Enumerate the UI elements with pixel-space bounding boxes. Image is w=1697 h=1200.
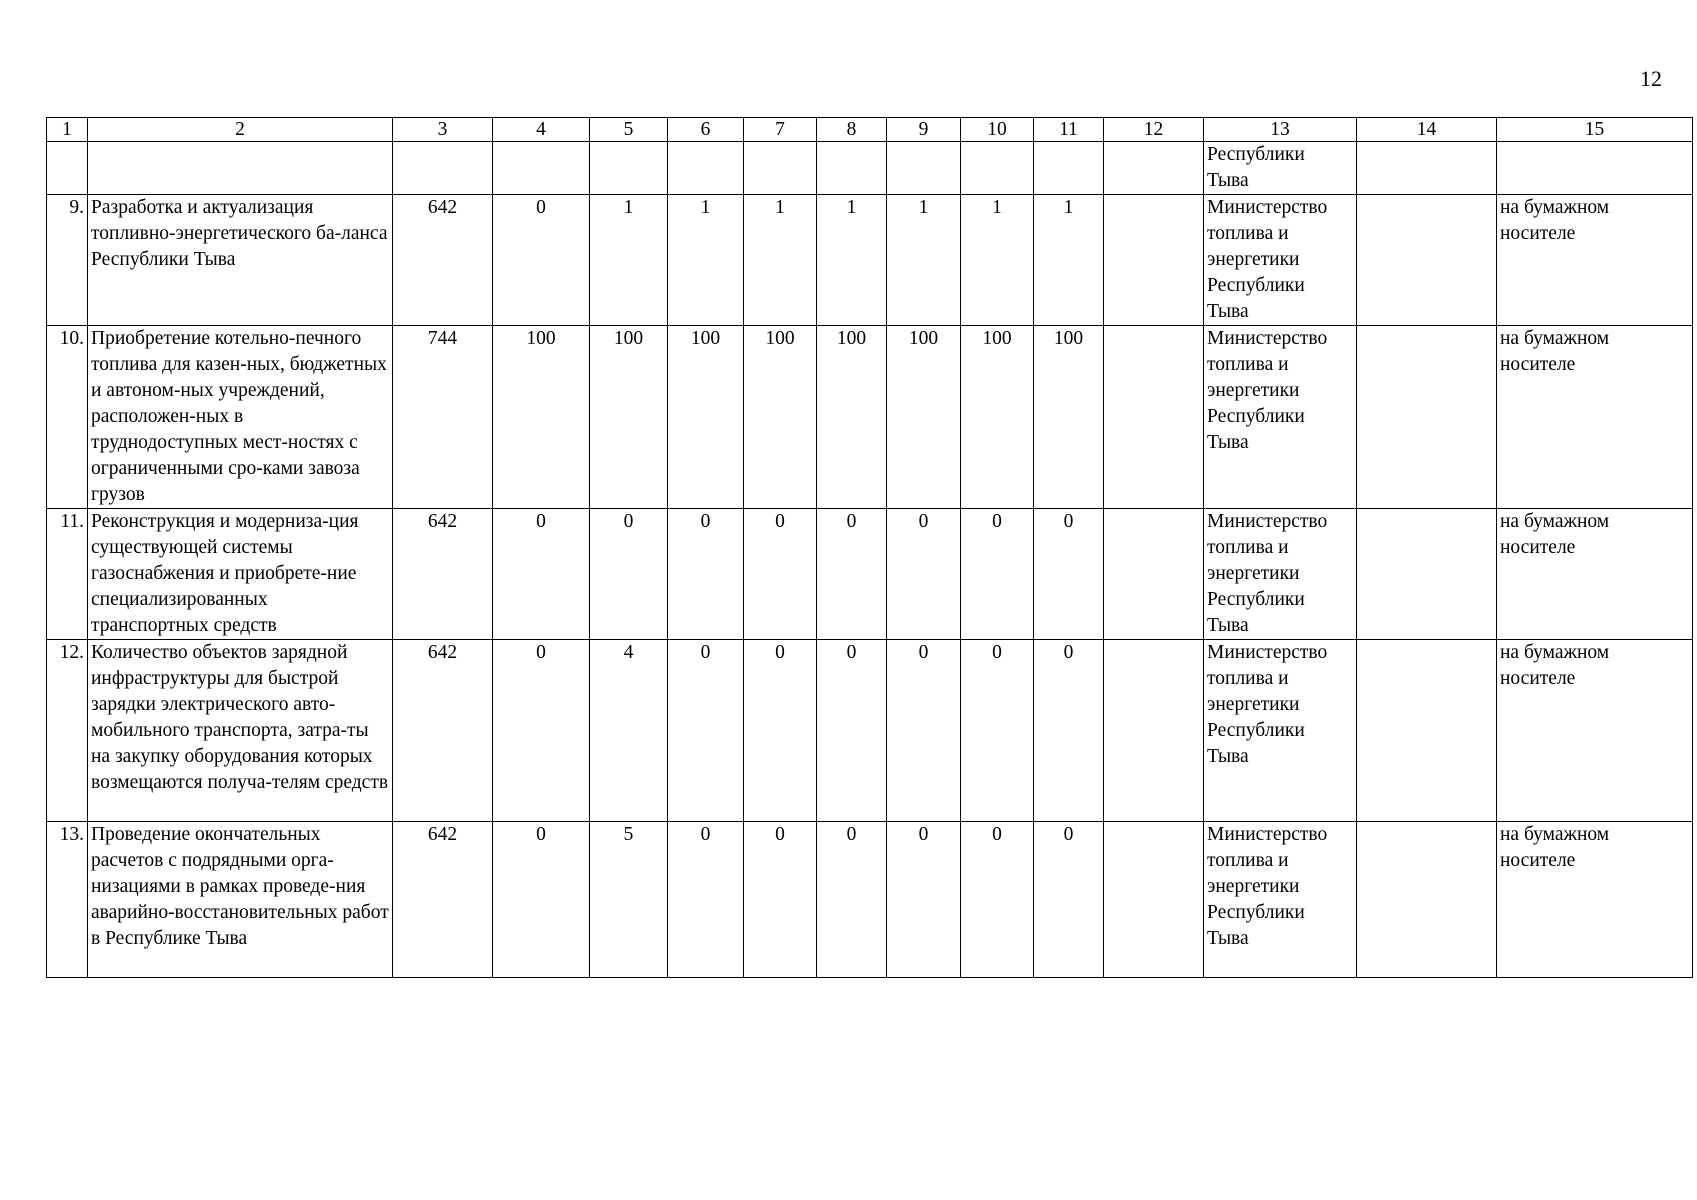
indicator-name-cell: Реконструкция и модерниза-ция существующей системы газоснабжения и приобрете-ние специализированных транспортных средств: [88, 509, 393, 640]
unit-code-cell: 642: [393, 195, 493, 326]
header-cell: 3: [393, 118, 493, 142]
table-row: [47, 195, 1693, 326]
continuation-row: [47, 142, 1693, 195]
value-cell: 0: [668, 822, 744, 978]
value-cell: 0: [668, 640, 744, 822]
value-cell: 100: [887, 326, 961, 509]
empty-cell: [1357, 640, 1497, 822]
value-cell: 0: [887, 822, 961, 978]
indicators-table: [46, 117, 1693, 978]
value-cell: 0: [1034, 822, 1104, 978]
value-cell: 0: [1034, 509, 1104, 640]
header-cell: 15: [1497, 118, 1693, 142]
value-cell: 0: [590, 509, 668, 640]
header-cell: 1: [47, 118, 88, 142]
value-cell: 100: [961, 326, 1034, 509]
value-cell: 1: [668, 195, 744, 326]
row-number-cell: 11.: [47, 509, 88, 640]
value-cell: 100: [1034, 326, 1104, 509]
empty-cell: [1357, 822, 1497, 978]
value-cell: 1: [961, 195, 1034, 326]
empty-cell: [1357, 195, 1497, 326]
responsible-cell: Министерство топлива и энергетики Республики Тыва: [1204, 326, 1357, 509]
value-cell: 1: [1034, 195, 1104, 326]
row-number-cell: 12.: [47, 640, 88, 822]
value-cell: 0: [817, 640, 887, 822]
value-cell: 0: [817, 822, 887, 978]
value-cell: 0: [961, 822, 1034, 978]
format-cell: на бумажном носителе: [1497, 195, 1693, 326]
header-cell: 10: [961, 118, 1034, 142]
value-cell: 0: [1034, 640, 1104, 822]
header-cell: 2: [88, 118, 393, 142]
value-cell: 0: [493, 640, 590, 822]
header-cell: 6: [668, 118, 744, 142]
value-cell: 0: [668, 509, 744, 640]
value-cell: 0: [493, 195, 590, 326]
indicator-name-cell: Количество объектов зарядной инфраструктуры для быстрой зарядки электрического авто-мобильного транспорта, затра-ты на закупку оборудования которых возмещаются получа-телям средств: [88, 640, 393, 822]
indicator-name-cell: Приобретение котельно-печного топлива для казен-ных, бюджетных и автоном-ных учреждений, расположен-ных в труднодоступных мест-ностях с ограниченными сро-ками завоза грузов: [88, 326, 393, 509]
indicator-name-cell: Проведение окончательных расчетов с подрядными орга-низациями в рамках проведе-ния аварийно-восстановительных работ в Республике Тыва: [88, 822, 393, 978]
value-cell: 1: [817, 195, 887, 326]
table-row: [47, 822, 1693, 978]
row-number-cell: 9.: [47, 195, 88, 326]
unit-code-cell: 642: [393, 822, 493, 978]
table-row: [47, 326, 1693, 509]
table-row: [47, 509, 1693, 640]
header-cell: 14: [1357, 118, 1497, 142]
value-cell: 5: [590, 822, 668, 978]
value-cell: 0: [744, 822, 817, 978]
header-cell: 13: [1204, 118, 1357, 142]
unit-code-cell: 642: [393, 640, 493, 822]
empty-cell: [1104, 326, 1204, 509]
header-cell: 9: [887, 118, 961, 142]
empty-cell: [1357, 326, 1497, 509]
value-cell: 0: [493, 509, 590, 640]
format-cell: на бумажном носителе: [1497, 640, 1693, 822]
table-row: [47, 640, 1693, 822]
header-cell: 7: [744, 118, 817, 142]
value-cell: 4: [590, 640, 668, 822]
value-cell: 0: [817, 509, 887, 640]
value-cell: 100: [493, 326, 590, 509]
responsible-cell: Министерство топлива и энергетики Республики Тыва: [1204, 640, 1357, 822]
value-cell: 0: [961, 509, 1034, 640]
header-cell: 11: [1034, 118, 1104, 142]
value-cell: 0: [887, 509, 961, 640]
header-cell: 4: [493, 118, 590, 142]
row-number-cell: 10.: [47, 326, 88, 509]
value-cell: 0: [887, 640, 961, 822]
empty-cell: [1104, 822, 1204, 978]
empty-cell: [1104, 640, 1204, 822]
value-cell: 0: [744, 640, 817, 822]
value-cell: 100: [744, 326, 817, 509]
format-cell: на бумажном носителе: [1497, 326, 1693, 509]
responsible-cell: Республики Тыва: [1204, 142, 1357, 195]
value-cell: 100: [590, 326, 668, 509]
unit-code-cell: 642: [393, 509, 493, 640]
header-cell: 8: [817, 118, 887, 142]
responsible-cell: Министерство топлива и энергетики Республики Тыва: [1204, 822, 1357, 978]
value-cell: 1: [887, 195, 961, 326]
value-cell: 1: [744, 195, 817, 326]
format-cell: на бумажном носителе: [1497, 509, 1693, 640]
header-cell: 12: [1104, 118, 1204, 142]
unit-code-cell: 744: [393, 326, 493, 509]
header-cell: 5: [590, 118, 668, 142]
value-cell: 0: [493, 822, 590, 978]
value-cell: 0: [744, 509, 817, 640]
empty-cell: [1104, 509, 1204, 640]
value-cell: 1: [590, 195, 668, 326]
value-cell: 0: [961, 640, 1034, 822]
row-number-cell: 13.: [47, 822, 88, 978]
empty-cell: [1104, 195, 1204, 326]
responsible-cell: Министерство топлива и энергетики Республики Тыва: [1204, 509, 1357, 640]
indicator-name-cell: Разработка и актуализация топливно-энергетического ба-ланса Республики Тыва: [88, 195, 393, 326]
responsible-cell: Министерство топлива и энергетики Республики Тыва: [1204, 195, 1357, 326]
header-row: [47, 118, 1693, 142]
value-cell: 100: [668, 326, 744, 509]
page-number: 12: [1640, 66, 1662, 91]
empty-cell: [1357, 509, 1497, 640]
value-cell: 100: [817, 326, 887, 509]
format-cell: на бумажном носителе: [1497, 822, 1693, 978]
